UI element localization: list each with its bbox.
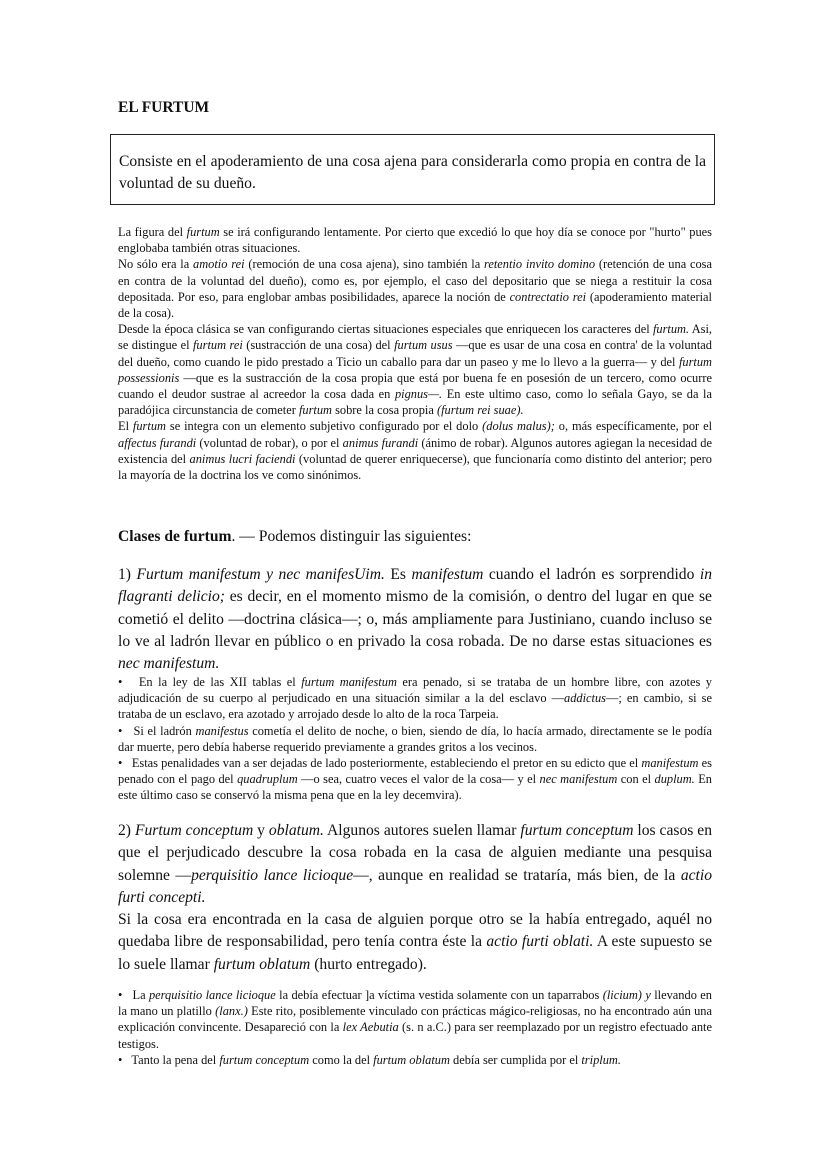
oblatum-paragraph: Si la cosa era encontrada en la casa de alguien porque otro se la había entregado, aquél no quedaba libre de responsabilidad, pero tenía contra éste la actio furti oblati. A este supuesto se lo suele llamar furtum oblatum (hurto entregado). — [118, 911, 712, 973]
definition-text: Consiste en el apoderamiento de una cosa ajena para considerarla como propia en contra de la voluntad de su dueño. — [119, 153, 706, 192]
conceptum-notes — [118, 987, 712, 1068]
clases-heading: Clases de furtum. — Podemos distinguir las siguientes: — [118, 528, 472, 545]
note-item: • Si el ladrón manifestus cometía el delito de noche, o bien, siendo de día, lo hacía armado, directamente se le podía dar muerte, pero debía haberse requerido previamente a grandes gritos a los vecinos. — [118, 723, 712, 755]
definition-box — [110, 134, 715, 205]
manifest-notes — [118, 674, 712, 804]
note-item: • En la ley de las XII tablas el furtum manifestum era penado, si se trataba de un hombre libre, con azotes y adjudicación de su cuerpo al perjudicado en una situación similar a la del esclavo —addictus—; en cambio, si se trataba de un esclavo, era azotado y arrojado desde lo alto de la roca Tarpeia. — [118, 674, 712, 723]
note-item: • La perquisitio lance licioque la debía efectuar ]a víctima vestida solamente con un taparrabos (licium) y llevando en la mano un platillo (lanx.) Este rito, posiblemente vinculado con prácticas mágico-religiosas, no ha encontrado aún una explicación convincente. Desapareció con la lex Aebutia (s. n a.C.) para ser reemplazado por un registro efectuado ante testigos. — [118, 987, 712, 1052]
note-item: • Tanto la pena del furtum conceptum como la del furtum oblatum debía ser cumplida por el triplum. — [118, 1052, 712, 1068]
note-item: • Estas penalidades van a ser dejadas de lado posteriormente, estableciendo el pretor en su edicto que el manifestum es penado con el pago del quadruplum —o sea, cuatro veces el valor de la cosa— y el nec manifestum con el duplum. En este último caso se conservó la misma pena que en la ley decemvira). — [118, 755, 712, 804]
manifest-paragraph: 1) Furtum manifestum y nec manifesUim. Es manifestum cuando el ladrón es sorprendido in flagranti delicio; es decir, en el momento mismo de la comisión, o dentro del lugar en que se cometió el delito —doctrina clásica—; o, más ampliamente para Justiniano, cuando incluso se lo ve al ladrón llevar en público o en privado la cosa robada. De no darse estas situaciones es nec manifestum. — [118, 566, 713, 673]
intro-paragraph: No sólo era la amotio rei (remoción de una cosa ajena), sino también la retentio invito domino (retención de una cosa en contra de la voluntad del dueño), como es, por ejemplo, el caso del depositario que se niega a restituir la cosa depositada. Por eso, para englobar ambas posibilidades, aparece la noción de contrectatio rei (apoderamiento material de la cosa). — [118, 257, 712, 321]
intro-paragraph: La figura del furtum se irá configurando lentamente. Por cierto que excedió lo que hoy día se conoce por "hurto" pues englobaba también otras situaciones. — [118, 225, 712, 256]
intro-section — [118, 224, 712, 483]
intro-paragraph: Desde la época clásica se van configurando ciertas situaciones especiales que enriquecen los caracteres del furtum. Asi, se distingue el furtum rei (sustracción de una cosa) del furtum usus —que es usar de una cosa en contra' de la voluntad del dueño, como cuando le pido prestado a Ticio un caballo para dar un paseo y me lo llevo a la guerra— y del furtum possessionis —que es la sustracción de la cosa propia que está por buena fe en posesión de un tercero, como ocurre cuando el deudor sustrae al acreedor la cosa dada en pignus—. En este ultimo caso, como lo señala Gayo, se da la paradójica circunstancia de cometer furtum sobre la cosa propia (furtum rei suae). — [118, 322, 713, 418]
intro-paragraph: El furtum se integra con un elemento subjetivo configurado por el dolo (dolus malus); o, más específicamente, por el affectus furandi (voluntad de robar), o por el animus furandi (ánimo de robar). Algunos autores agiegan la necesidad de existencia del animus lucri faciendi (voluntad de querer enriquecerse), que funcionaría como distinto del anterior; pero la mayoría de la doctrina los ve como sinónimos. — [118, 419, 713, 483]
conceptum-paragraph: 2) Furtum conceptum y oblatum. Algunos autores suelen llamar furtum conceptum los casos en que el perjudicado descubre la cosa robada en la casa de alguien mediante una pesquisa solemne —perquisitio lance licioque—, aunque en realidad se trataría, más bien, de la actio furti concepti. — [118, 822, 713, 906]
document-title: EL FURTUM — [118, 99, 210, 116]
